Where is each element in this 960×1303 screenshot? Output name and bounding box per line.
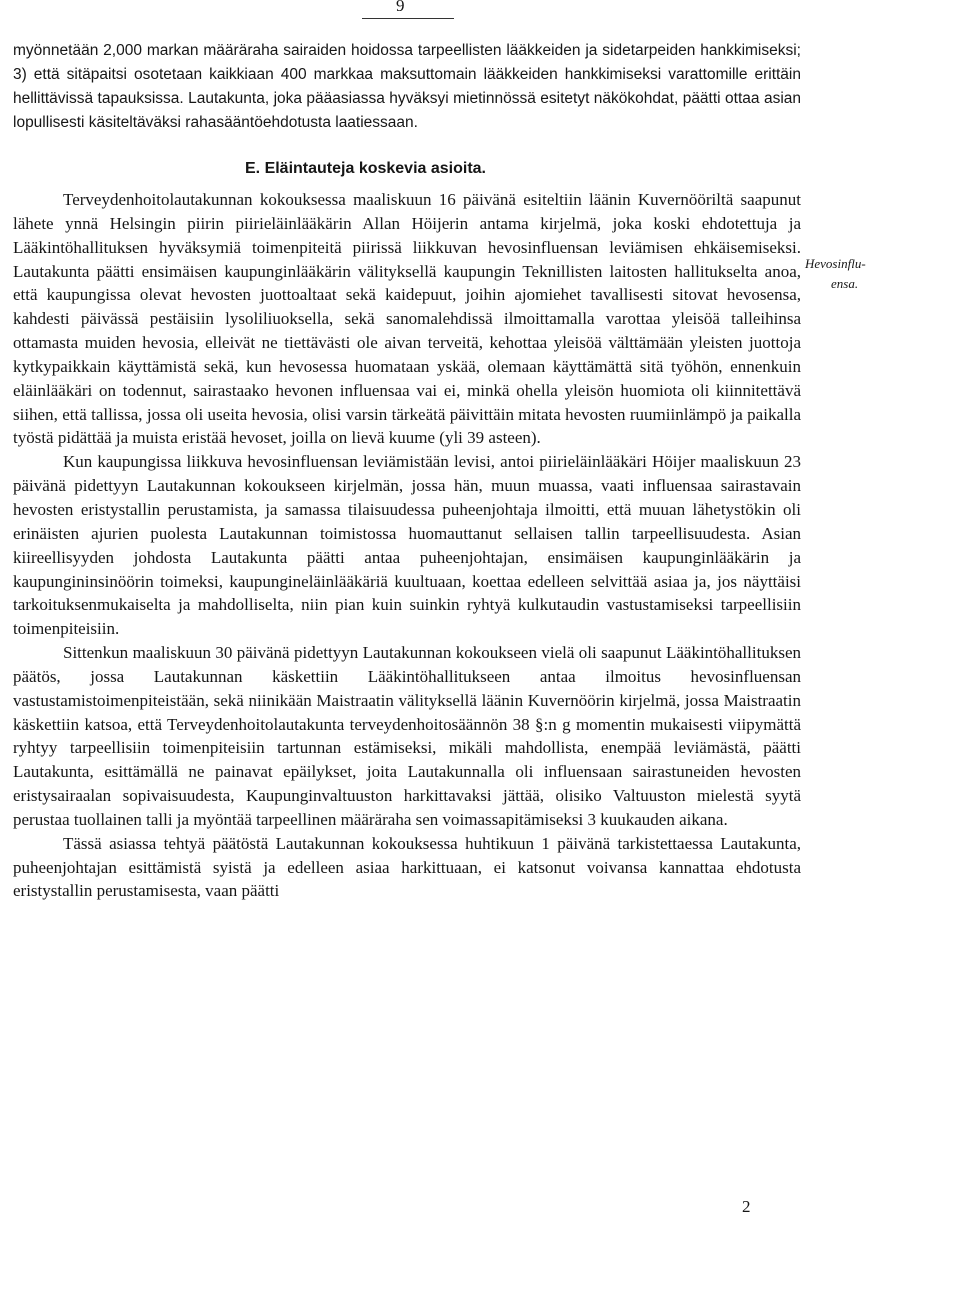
margin-note-line-1: Hevosinflu-	[805, 256, 866, 271]
margin-note	[805, 254, 955, 294]
body-paragraph-4: Tässä asiassa tehtyä päätöstä Lautakunnan kokouksessa huhtikuun 1 päivänä tarkistettaessa Lautakunta, puheenjohtajan esittämistä syistä ja edelleen asiaa harkittuaan, ei katsonut voivansa kannattaa ehdotusta eristystallin perustamisesta, vaan päätti	[13, 833, 801, 901]
page-number-rule	[362, 18, 454, 19]
body-paragraph-1: Terveydenhoitolautakunnan kokouksessa maaliskuun 16 päivänä esiteltiin läänin Kuvernööriltä saapunut lähete ynnä Helsingin piirin piirieläinlääkärin Allan Höijerin antama kirjelmä, joka koski ehdotettuja ja Lääkintöhallituksen hyväksymiä toimenpiteitä piirissä liikkuvan hevosinfluensan leviämisen ehkäisemiseksi. Lautakunta päätti ensimäisen kaupunginlääkärin välityksellä kaupungin Teknillisten laitosten hallitukselta anoa, että kaupungissa olevat hevosten juottoaltaat sekä kaidepuut, joihin ajomiehet tavallisesti sitovat hevosensa, kahdesti päivässä pestäisiin lysoliliuoksella, sekä sanomalehdissä ilmoittamalla varottaa yleisöä talleihinsa ottamasta muiden hevosia, elleivät ne tiettävästi ole aivan terveitä, kehottaa yleisöä välttämään yleisten juottoja kytkypaikkain käyttämistä sekä, kun hevosessa huomataan yskää, olemaan käyttämättä sitä työhön, ennenkuin eläinlääkäri on todennut, sairastaako hevonen influensaa vai ei, minkä ohella yleisön huomiota oli kiinnitettävä siihen, että tallissa, jossa oli useita hevosia, olisi varsin tärkeätä päivittäin mitata hevosten ruumiinlämpö ja paikalla työstä pidättää ja muista eristää hevoset, joilla on lievä kuume (yli 39 asteen).	[13, 190, 801, 448]
intro-paragraph: myönnetään 2,000 markan määräraha sairaiden hoidossa tarpeellisten lääkkeiden ja sidetarpeiden hankkimiseksi; 3) että sitäpaitsi osotetaan kaikkiaan 400 markkaa maksuttomain lääkkeiden hankkimiseksi varattomille erittäin hellittävissä tapauksissa. Lautakunta, joka pääasiassa hyväksyi mietinnössä esitetyt näkökohdat, päätti ottaa asian lopullisesti käsiteltäväksi rahasääntöehdotusta laatiessaan.	[13, 42, 801, 131]
section-body	[13, 188, 801, 903]
intro-text	[13, 39, 801, 135]
body-paragraph-2: Kun kaupungissa liikkuva hevosinfluensan leviämistään levisi, antoi piirieläinlääkäri Höijer maaliskuun 23 päivänä pidettyyn Lautakunnan kokoukseen kirjelmän, jossa hän, muun muassa, vaati influensaa sairastavain hevosten eristystallin perustamista, ja samassa tilaisuudessa puheenjohtaja ilmoitti, että muuan lähetystökin oli erinäisten ajurien puolesta Lautakunnan toimistossa huomauttanut sellaisen tallin tarpeellisuudesta. Asian kiireellisyyden johdosta Lautakunta päätti antaa puheenjohtajan, ensimäisen kaupunginlääkärin ja kaupungininsinöörin toimeksi, kaupungineläinlääkäriä kuultuaan, koettaa edelleen selvittää asiaa ja, jos näyttäisi tarkoituksenmukaiselta ja mahdolliselta, niin pian kuin suinkin ryhtyä kulkutaudin vastustamiseksi tarpeellisiin toimenpiteisiin.	[13, 452, 801, 639]
signature-mark: 2	[742, 1197, 751, 1216]
text-column	[13, 39, 801, 903]
page-number: 9	[396, 0, 405, 15]
body-paragraph-3: Sittenkun maaliskuun 30 päivänä pidettyyn Lautakunnan kokoukseen vielä oli saapunut Lääkintöhallituksen päätös, jossa Lautakunnan käskettiin Lääkintöhallitukseen antaa ilmoitus hevosinfluensan vastustamistoimenpiteistään, sekä niinikään Maistraatin välityksellä läänin Kuvernöörin kirjelmä, jossa Maistraatin käskettiin katsoa, että Terveydenhoitolautakunta terveydenhoitosäännön 38 §:n g momentin mukaisesti viipymättä ryhtyy tarpeellisiin toimenpiteisiin tartunnan estämiseksi, mikäli mahdollista, enempää leviämästä, päätti Lautakunta, esittämällä ne painavat epäilykset, joita Lautakunnalla oli influensaan sairastuneiden hevosten eristysairaalan sopivaisuudesta, Kaupunginvaltuuston harkittavaksi jättää, olisiko Valtuuston mielestä syytä perustaa tuollainen talli ja myöntää tarpeellinen määräraha sen voimassapitämiseksi 3 kuukauden aikana.	[13, 643, 801, 829]
section-heading: E. Eläintauteja koskevia asioita.	[245, 160, 486, 177]
margin-note-line-2: ensa.	[831, 276, 859, 291]
